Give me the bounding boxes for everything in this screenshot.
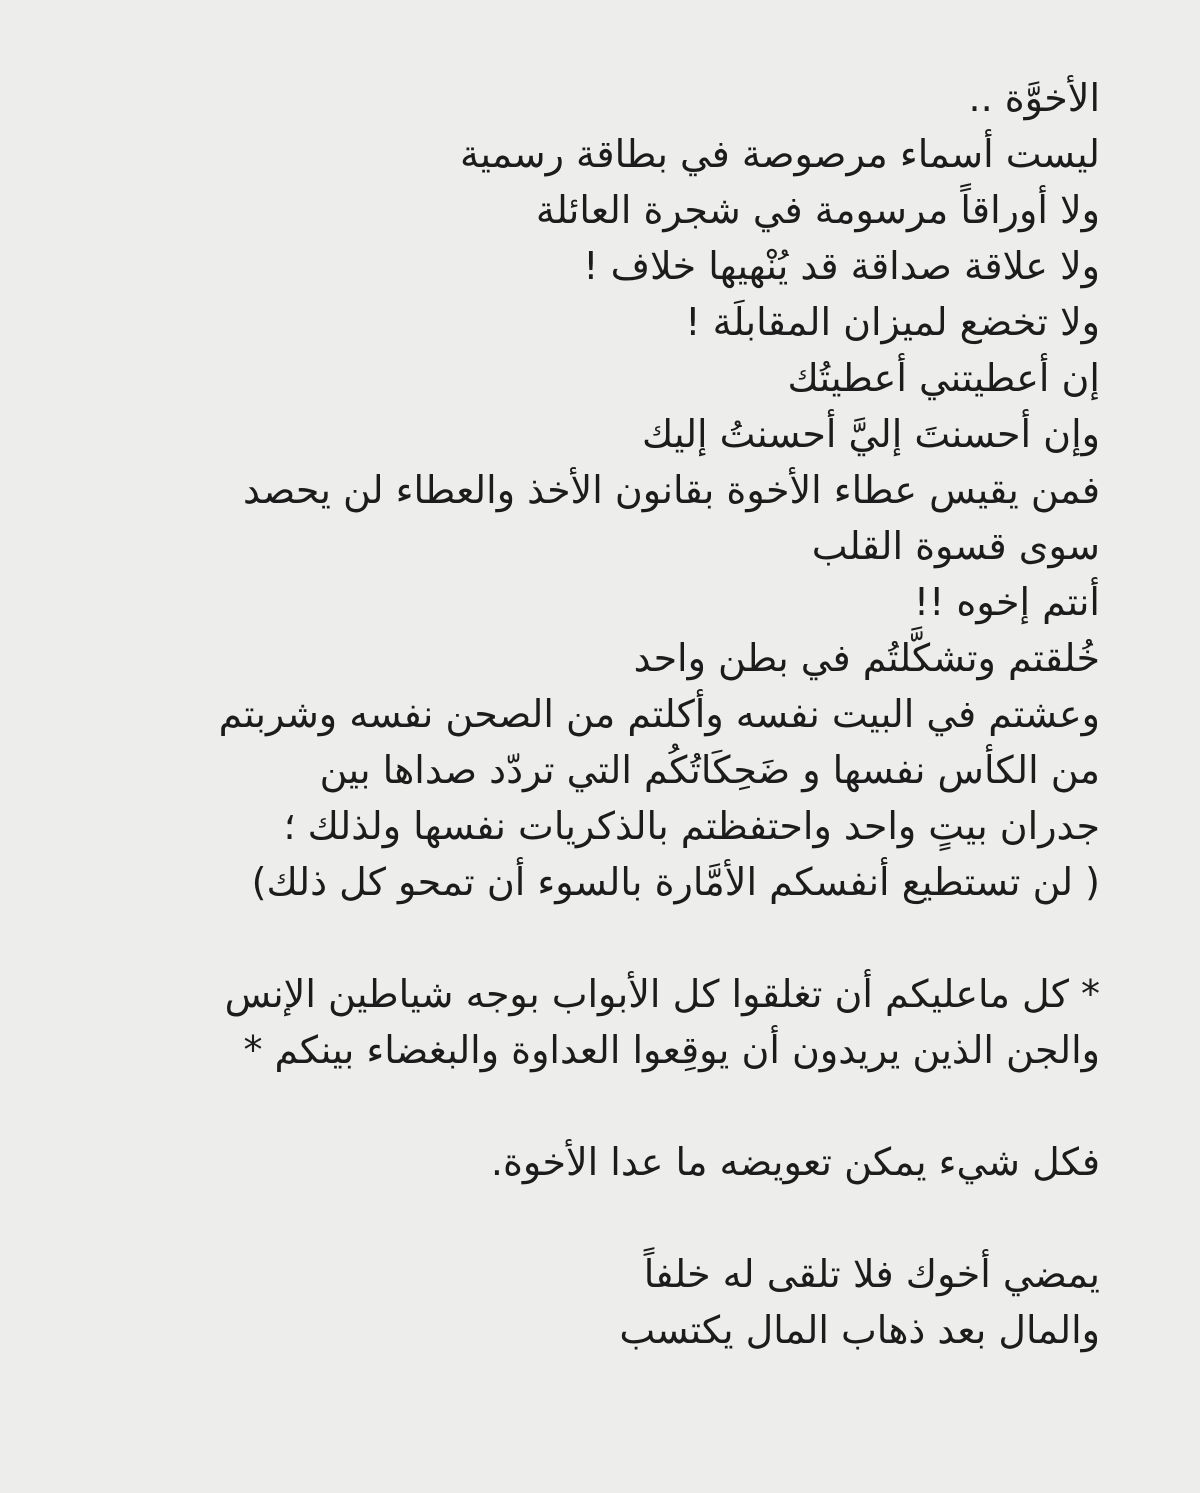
poem-line: إن أعطيتني أعطيتُك xyxy=(787,356,1100,400)
poem-line: ولا تخضع لميزان المقابلَة ! xyxy=(685,300,1100,344)
poem-line: سوى قسوة القلب xyxy=(811,524,1100,568)
poem-line: وإن أحسنتَ إليَّ أحسنتُ إليك xyxy=(641,412,1100,456)
stanza-gap xyxy=(120,1190,1100,1246)
poem-line: من الكأس نفسها و ضَحِكَاتُكُم التي تردّد صداها بين xyxy=(319,748,1100,792)
poem-line: فمن يقيس عطاء الأخوة بقانون الأخذ والعطاء لن يحصد xyxy=(242,468,1100,512)
poem-line: * كل ماعليكم أن تغلقوا كل الأبواب بوجه شياطين الإنس xyxy=(224,972,1100,1016)
stanza-gap xyxy=(120,1078,1100,1134)
poem-line: وعشتم في البيت نفسه وأكلتم من الصحن نفسه وشربتم xyxy=(218,692,1100,736)
poem-text xyxy=(120,70,1100,1358)
poem-line: ولا أوراقاً مرسومة في شجرة العائلة xyxy=(535,188,1100,232)
poem-line: فكل شيء يمكن تعويضه ما عدا الأخوة. xyxy=(490,1140,1100,1184)
poem-line: جدران بيتٍ واحد واحتفظتم بالذكريات نفسها ولذلك ؛ xyxy=(283,804,1100,848)
poem-line: خُلقتم وتشكَّلتُم في بطن واحد xyxy=(633,636,1100,680)
poem-title: الأخوَّة .. xyxy=(968,76,1100,120)
poem-line: أنتم إخوه !! xyxy=(913,580,1100,624)
stanza-gap xyxy=(120,910,1100,966)
poem-line: ( لن تستطيع أنفسكم الأمَّارة بالسوء أن تمحو كل ذلك) xyxy=(251,860,1100,904)
poem-line: والجن الذين يريدون أن يوقِعوا العداوة والبغضاء بينكم * xyxy=(243,1028,1100,1072)
poem-line: يمضي أخوك فلا تلقى له خلفاً xyxy=(643,1252,1100,1296)
poem-line: والمال بعد ذهاب المال يكتسب xyxy=(619,1308,1100,1352)
poem-line: ولا علاقة صداقة قد يُنْهيها خلاف ! xyxy=(583,244,1100,288)
poem-line: ليست أسماء مرصوصة في بطاقة رسمية xyxy=(459,132,1100,176)
